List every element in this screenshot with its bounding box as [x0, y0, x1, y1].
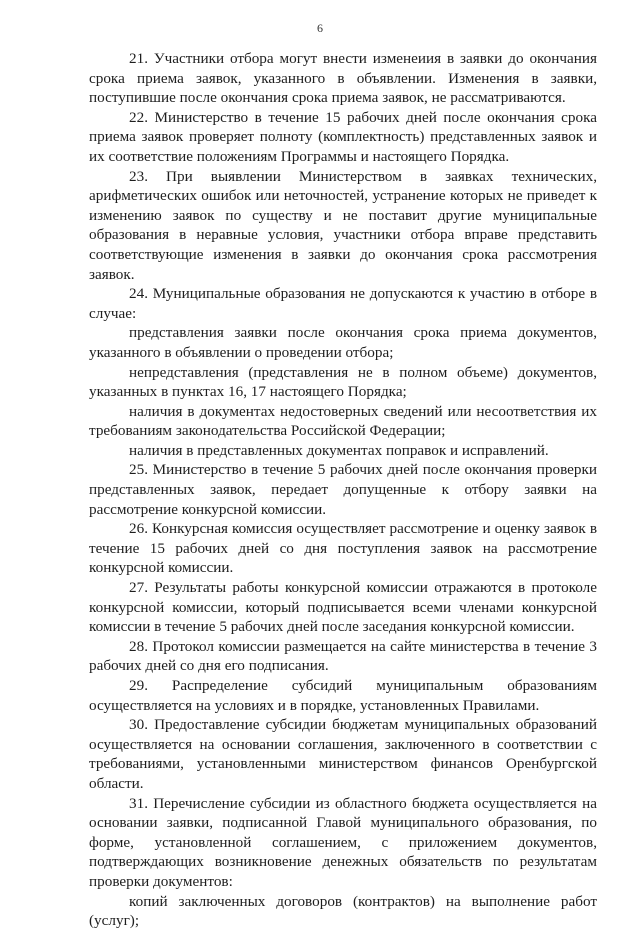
list-item-corrections: наличия в представленных документах поправок и исправлений. [129, 441, 549, 459]
paragraph-27: 27. Результаты работы конкурсной комиссии отражаются в протоколе конкурсной комиссии, который подписывается всеми членами конкурсной комиссии в течение 5 рабочих дней после заседания конкурсной комиссии. [89, 579, 597, 636]
paragraph-28: 28. Протокол комиссии размещается на сайте министерства в течение 3 рабочих дней со дня его подписания. [89, 637, 597, 675]
paragraph-23: 23. При выявлении Министерством в заявках технических, арифметических ошибок или неточностей, устранение которых не приведет к изменению заявок по существу и не поставит другие муниципальные образования в неравные условия, участники отбора вправе представить соответствующие изменения в заявки до окончания срока рассмотрения заявок. [89, 167, 597, 283]
page-number: 6 [317, 21, 323, 35]
list-item-contract-copies: копий заключенных договоров (контрактов) на выполнение работ (услуг); [89, 892, 597, 930]
list-item-false-information: наличия в документах недостоверных сведений или несоответствия их требованиям законодательства Российской Федерации; [89, 402, 597, 440]
list-item-missing-documents: непредставления (представления не в полном объеме) документов, указанных в пунктах 16, 17 настоящего Порядка; [89, 363, 597, 401]
paragraph-24: 24. Муниципальные образования не допускаются к участию в отборе в случае: [89, 285, 597, 322]
paragraph-30: 30. Предоставление субсидии бюджетам муниципальных образований осуществляется на основании соглашения, заключенного в соответствии с требованиями, установленными министерством финансов Оренбургской области. [89, 716, 597, 792]
paragraph-22: 22. Министерство в течение 15 рабочих дней после окончания срока приема заявок проверяет полноту (комплектность) представленных заявок и их соответствие положениям Программы и настоящего Порядка. [89, 108, 597, 165]
list-item-late-submission: представления заявки после окончания срока приема документов, указанного в объявлении о проведении отбора; [89, 324, 597, 361]
paragraph-31: 31. Перечисление субсидии из областного бюджета осуществляется на основании заявки, подписанной Главой муниципального образования, по форме, установленной соглашением, с приложением документов, подтверждающих возникновение денежных обязательств по результатам проверки документов: [89, 794, 597, 890]
paragraph-29: 29. Распределение субсидий муниципальным образованиям осуществляется на условиях и в порядке, установленных Правилами. [89, 677, 597, 714]
document-body [89, 49, 597, 931]
paragraph-26: 26. Конкурсная комиссия осуществляет рассмотрение и оценку заявок в течение 15 рабочих дней со дня поступления заявок на рассмотрение конкурсной комиссии. [89, 520, 597, 577]
paragraph-21: 21. Участники отбора могут внести изменеиия в заявки до окончания срока приема заявок, указанного в объявлении. Изменения в заявки, поступившие после окончания срока приема заявок, не рассматриваются. [89, 50, 597, 107]
paragraph-25: 25. Министерство в течение 5 рабочих дней после окончания проверки представленных заявок, передает допущенные к отбору заявки на рассмотрение конкурсной комиссии. [89, 461, 597, 518]
